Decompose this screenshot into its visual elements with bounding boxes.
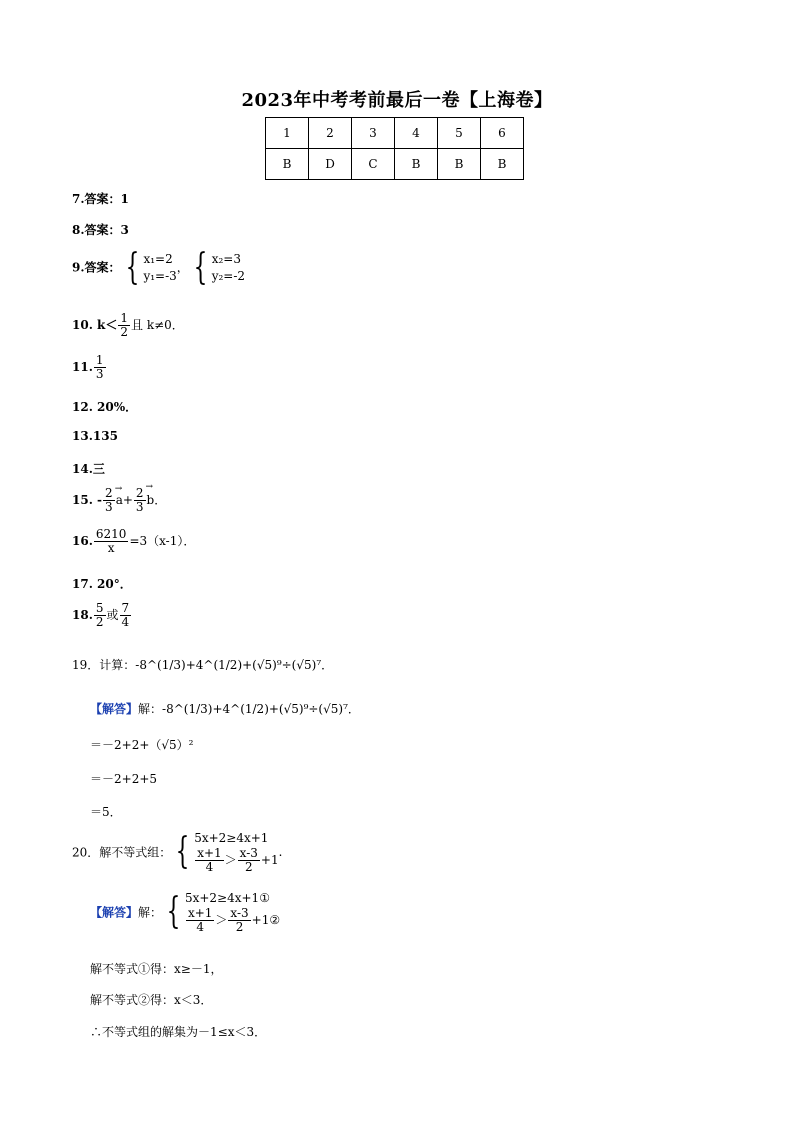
answer-cell: B (266, 149, 309, 180)
left-brace: { (175, 831, 190, 873)
numerator: 1 (95, 353, 104, 367)
question-number: 6 (481, 118, 524, 149)
plus-one: +1 (251, 912, 270, 927)
x1-value: x₁=2 (143, 252, 173, 267)
solution-tag: 【解答】 (90, 905, 139, 920)
q19-step-1: ＝－2+2+（√5）² (90, 738, 194, 752)
q10-prefix: 10. k＜ (72, 318, 118, 333)
fraction (120, 602, 132, 629)
y2-value: y₂=-2 (211, 269, 246, 283)
fraction (94, 602, 106, 629)
greater-than: ＞ (224, 852, 237, 867)
denominator: x (107, 541, 115, 556)
inequality-1: 5x+2≥4x+1 (194, 831, 269, 845)
q20-solution (90, 890, 280, 934)
denominator: 3 (95, 367, 104, 382)
inequality-1: 5x+2≥4x+1 (184, 891, 260, 905)
question-number: 1 (266, 118, 309, 149)
answer-cell: C (352, 149, 395, 180)
numerator: x-3 (230, 905, 249, 920)
left-brace: { (125, 247, 139, 288)
solution-system-1 (143, 251, 176, 285)
or-word: 或 (106, 608, 119, 623)
fraction (186, 907, 214, 934)
q16-suffix: =3（x-1）． (129, 534, 196, 549)
q10-suffix: 且 k≠0． (131, 318, 184, 333)
fraction (228, 907, 250, 934)
fraction (94, 354, 106, 381)
greater-than: ＞ (215, 912, 228, 927)
left-brace: { (193, 247, 208, 288)
q19-label: 19．计算： (72, 658, 136, 672)
denominator: 2 (95, 615, 104, 630)
solution-intro: 解： (138, 905, 163, 920)
question-number: 4 (395, 118, 438, 149)
denominator: 4 (121, 615, 130, 630)
fraction (134, 487, 146, 514)
y1-value: y₁=-3 (143, 269, 177, 283)
answer-q12: 12. 20%． (72, 400, 138, 414)
numerator: 5 (95, 601, 104, 615)
answer-q17: 17. 20°． (72, 577, 132, 591)
answer-q14: 14.三 (72, 462, 105, 476)
answer-q13: 13.135 (72, 429, 118, 443)
question-20: 20．解不等式组： { 5x+2≥4x+1 $\frac{x+1}{4}$ ＞ $\frac{x-3}{2}$ +1． (72, 831, 291, 874)
inequality-system (194, 830, 278, 874)
fraction (94, 528, 129, 555)
answer-q11 (72, 354, 107, 381)
numerator: x+1 (187, 905, 213, 920)
answer-table-header-row (266, 118, 524, 149)
answer-cell: B (438, 149, 481, 180)
q19-step-2: ＝－2+2+5 (90, 772, 158, 786)
fraction (195, 847, 223, 874)
answer-table (265, 117, 524, 180)
denominator: 3 (135, 500, 144, 515)
numerator: 2 (135, 486, 144, 500)
fraction (103, 487, 115, 514)
vector-b: → b． (147, 491, 167, 508)
question-number: 3 (352, 118, 395, 149)
q18-prefix: 18. (72, 608, 93, 623)
inequality-system-labeled (185, 890, 280, 934)
denominator: 3 (105, 500, 113, 515)
numerator: 6210 (95, 527, 127, 541)
q20-label: 20．解不等式组： (72, 845, 172, 860)
denominator: 2 (120, 325, 129, 340)
page-title: 2023年中考考前最后一卷【上海卷】 (241, 90, 553, 111)
numerator: x+1 (197, 845, 222, 860)
denominator: 4 (205, 859, 214, 874)
q9-label: 9.答案： (72, 260, 121, 275)
numerator: x-3 (239, 845, 258, 860)
answer-cell: B (481, 149, 524, 180)
q16-prefix: 16. (72, 534, 93, 549)
denominator: 2 (235, 919, 244, 934)
answer-q9: 9.答案： { x₁=2 y₁=-3， { x₂=3 y₂=-2 (72, 247, 246, 288)
question-19 (72, 656, 333, 673)
solution-tag: 【解答】 (90, 702, 139, 716)
answer-cell: B (395, 149, 438, 180)
answer-table-answer-row (266, 149, 524, 180)
solution-intro: 解： (138, 702, 163, 716)
fraction (118, 312, 130, 339)
q20-step-1: 解不等式①得：x≥－1， (90, 962, 223, 976)
q19-expression: -8^(1/3)+4^(1/2)+(√5)⁹÷(√5)⁷． (135, 658, 334, 672)
answer-q16 (72, 528, 195, 555)
x2-value: x₂=3 (211, 252, 241, 267)
answer-q8: 8.答案：3 (72, 223, 129, 237)
q20-step-2: 解不等式②得：x＜3． (90, 993, 213, 1007)
question-number: 5 (438, 118, 481, 149)
solution-system-2 (212, 251, 245, 285)
answer-q18 (72, 602, 132, 629)
q19-step-3: ＝5． (90, 805, 122, 819)
denominator: 2 (244, 859, 253, 874)
question-number: 2 (309, 118, 352, 149)
numerator: 2 (105, 486, 113, 500)
answer-q10 (72, 312, 184, 339)
left-brace: { (166, 891, 181, 933)
fraction (238, 847, 260, 874)
q19-solution (90, 700, 360, 717)
numerator: 1 (120, 311, 129, 325)
denominator: 4 (196, 919, 204, 934)
answer-cell: D (309, 149, 352, 180)
q20-step-3: ∴不等式组的解集为－1≤x＜3． (90, 1025, 267, 1039)
answer-q7: 7.答案：1 (72, 192, 129, 206)
plus-one: +1 (260, 852, 279, 867)
q11-prefix: 11. (72, 360, 93, 375)
circled-2: ② (269, 912, 281, 927)
vector-a: → a+ (116, 493, 133, 507)
circled-1: ① (259, 891, 270, 905)
q15-prefix: 15. - (72, 493, 103, 508)
answer-q15 (72, 487, 166, 514)
q19-expression-repeat: -8^(1/3)+4^(1/2)+(√5)⁹÷(√5)⁷． (162, 702, 360, 716)
numerator: 7 (121, 601, 130, 615)
